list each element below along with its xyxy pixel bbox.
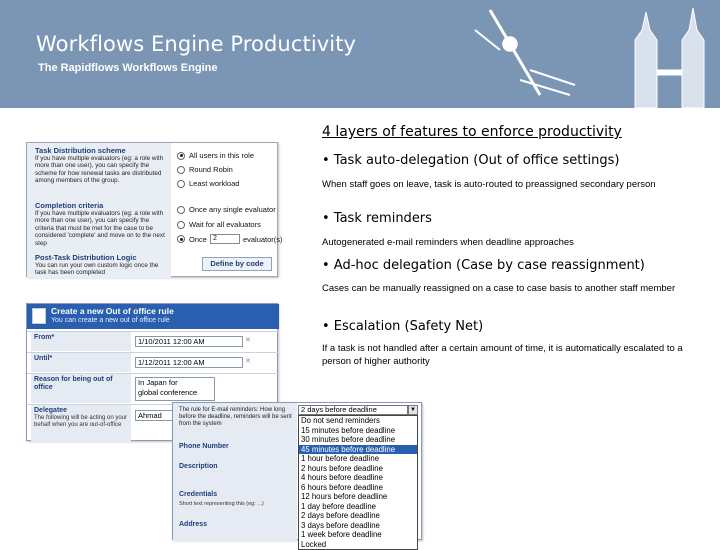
from-label: From* bbox=[31, 332, 131, 351]
feature-bullet-reminders: • Task reminders bbox=[322, 211, 432, 226]
address-label: Address bbox=[179, 521, 208, 528]
option-2-days[interactable]: 2 days before deadline bbox=[301, 511, 380, 520]
radio-round-robin[interactable] bbox=[177, 165, 233, 174]
define-by-code-button[interactable]: Define by code bbox=[202, 257, 272, 271]
completion-criteria-title: Completion criteria bbox=[35, 201, 104, 210]
completion-criteria-text: If you have multiple evaluators (eg: a role with more than one user), you can specify the criteria that must be met for the case to be considered 'complete' and move on to the next step bbox=[35, 210, 165, 247]
header-banner bbox=[0, 0, 720, 108]
radio-label: All users in this role bbox=[189, 151, 255, 160]
credentials-note: Short text representing this (eg: ...) bbox=[179, 501, 264, 507]
evaluator-count-input[interactable]: 2 bbox=[210, 234, 240, 244]
document-icon bbox=[32, 308, 46, 324]
option-locked[interactable]: Locked bbox=[301, 539, 327, 549]
radio-label: Round Robin bbox=[189, 165, 233, 174]
feature-bullet-auto-delegation: • Task auto-delegation (Out of office settings) bbox=[322, 153, 620, 168]
from-date-input[interactable]: 1/10/2011 12:00 AM bbox=[135, 336, 243, 347]
option-1-week[interactable]: 1 week before deadline bbox=[301, 530, 382, 539]
option-2-hours[interactable]: 2 hours before deadline bbox=[301, 463, 383, 473]
option-3-days[interactable]: 3 days before deadline bbox=[301, 520, 380, 530]
post-task-title: Post-Task Distribution Logic bbox=[35, 253, 137, 262]
until-date-input[interactable]: 1/12/2011 12:00 AM bbox=[135, 357, 243, 368]
radio-label: Least workload bbox=[189, 179, 240, 188]
page-subtitle: The Rapidflows Workflows Engine bbox=[38, 62, 218, 74]
phone-number-label: Phone Number bbox=[179, 443, 229, 450]
radio-once-n[interactable] bbox=[177, 234, 283, 244]
feature-desc-adhoc: Cases can be manually reassigned on a case to case basis to another staff member bbox=[322, 283, 676, 294]
delegatee-label-cell bbox=[31, 405, 131, 442]
reason-line-1: In Japan for bbox=[138, 378, 178, 387]
radio-label: Once any single evaluator bbox=[189, 205, 276, 214]
radio-all-users[interactable] bbox=[177, 151, 254, 160]
ooo-dialog-header bbox=[27, 304, 279, 329]
post-task-section bbox=[35, 253, 169, 278]
option-1-hour[interactable]: 1 hour before deadline bbox=[301, 454, 380, 463]
radio-once-any[interactable] bbox=[177, 205, 276, 214]
reason-row bbox=[27, 373, 279, 403]
until-row bbox=[27, 352, 279, 372]
ooo-dialog-title: Create a new Out of office rule bbox=[51, 306, 174, 316]
dropdown-arrow-icon[interactable]: ▼ bbox=[408, 405, 418, 415]
credentials-label: Credentials bbox=[179, 491, 218, 498]
option-4-hours[interactable]: 4 hours before deadline bbox=[301, 473, 383, 482]
feature-desc-escalation: If a task is not handled after a certain amount of time, it is automatically escalated to a person of higher authority bbox=[322, 343, 683, 367]
email-reminders-panel bbox=[172, 402, 422, 549]
radio-selected-icon bbox=[177, 235, 185, 243]
reminder-select[interactable]: 2 days before deadline bbox=[298, 405, 408, 415]
task-distribution-title: Task Distribution scheme bbox=[35, 146, 126, 155]
task-distribution-panel bbox=[26, 142, 283, 277]
radio-least-workload[interactable] bbox=[177, 179, 239, 188]
task-distribution-section bbox=[35, 146, 169, 185]
delegatee-input[interactable]: Ahmad bbox=[135, 410, 175, 421]
radio-icon bbox=[177, 180, 185, 188]
feature-bullet-escalation: • Escalation (Safety Net) bbox=[322, 319, 484, 334]
task-distribution-text: If you have multiple evaluators (eg: a role with more than one user), you can specify the scheme for how renewal tasks are distributed among members of the group. bbox=[35, 155, 164, 185]
feature-bullet-adhoc: • Ad-hoc delegation (Case by case reassignment) bbox=[322, 258, 645, 273]
until-label: Until* bbox=[31, 353, 131, 372]
clear-until-icon[interactable]: ✕ bbox=[245, 358, 251, 365]
reason-line-2: global conference bbox=[138, 388, 198, 397]
delegatee-note: The following will be acting on your behalf when you are out-of-office bbox=[34, 415, 128, 428]
option-1-day[interactable]: 1 day before deadline bbox=[301, 501, 376, 511]
option-45-minutes[interactable]: 45 minutes before deadline bbox=[299, 445, 417, 455]
from-row bbox=[27, 331, 279, 351]
option-15-minutes[interactable]: 15 minutes before deadline bbox=[301, 425, 396, 435]
delegatee-label: Delegatee bbox=[34, 407, 68, 414]
reminder-options-list bbox=[298, 415, 418, 550]
radio-icon bbox=[177, 206, 185, 214]
option-6-hours[interactable]: 6 hours before deadline bbox=[301, 482, 383, 492]
radio-icon bbox=[177, 166, 185, 174]
option-no-reminders[interactable]: Do not send reminders bbox=[301, 416, 380, 425]
radio-label: Once bbox=[189, 234, 207, 244]
option-12-hours[interactable]: 12 hours before deadline bbox=[301, 492, 388, 501]
reminder-labels-column bbox=[173, 403, 297, 541]
reminder-rule-note: The rule for E-mail reminders: How long before the deadline, reminders will be sent from the system bbox=[179, 407, 292, 427]
option-30-minutes[interactable]: 30 minutes before deadline bbox=[301, 435, 396, 444]
city-skyline-illustration bbox=[460, 0, 720, 108]
radio-selected-icon bbox=[177, 152, 185, 160]
features-heading: 4 layers of features to enforce productivity bbox=[322, 124, 622, 140]
completion-criteria-section bbox=[35, 201, 169, 247]
feature-desc-reminders: Autogenerated e-mail reminders when deadline approaches bbox=[322, 237, 574, 248]
feature-desc-auto-delegation: When staff goes on leave, task is auto-routed to preassigned secondary person bbox=[322, 179, 656, 190]
post-task-text: You can run your own custom logic once the task has been completed bbox=[35, 262, 159, 277]
clear-from-icon[interactable]: ✕ bbox=[245, 337, 251, 344]
evaluator-suffix: evaluator(s) bbox=[242, 234, 283, 244]
reason-label: Reason for being out of office bbox=[31, 374, 131, 403]
radio-wait-all[interactable] bbox=[177, 220, 261, 229]
ooo-dialog-subtitle: You can create a new out of office rule bbox=[51, 317, 170, 324]
radio-icon bbox=[177, 221, 185, 229]
reason-textarea[interactable] bbox=[135, 377, 215, 401]
description-label: Description bbox=[179, 463, 218, 470]
radio-label: Wait for all evaluators bbox=[189, 220, 261, 229]
page-title: Workflows Engine Productivity bbox=[36, 32, 357, 56]
